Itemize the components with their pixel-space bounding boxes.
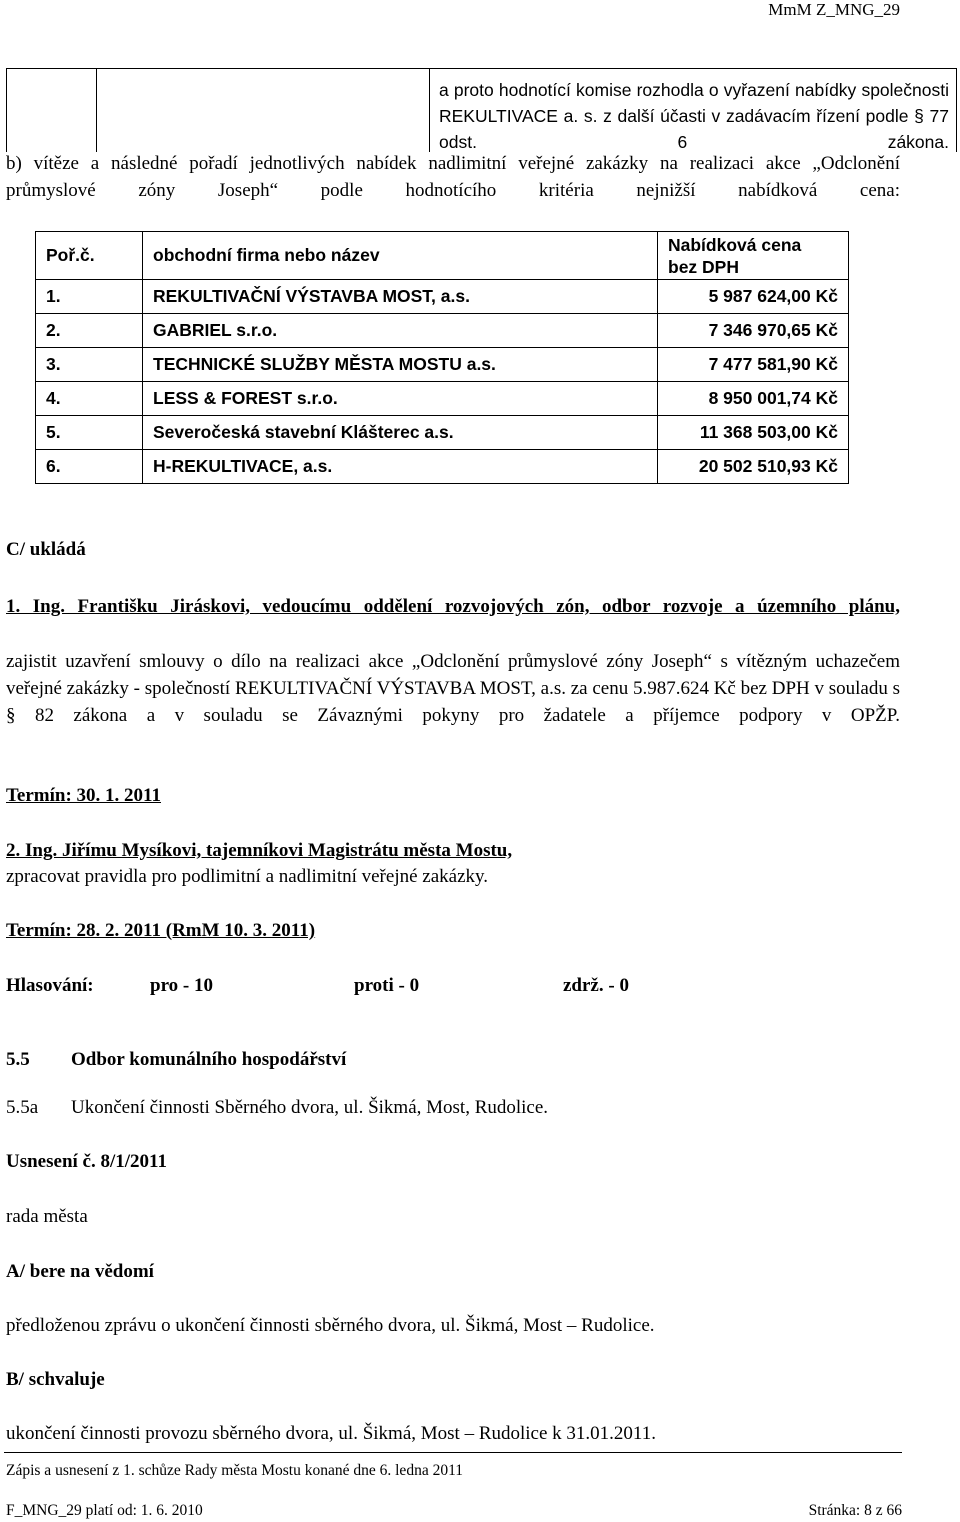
section-55-number: 5.5: [6, 1049, 30, 1070]
task-1-text: zajistit uzavření smlouvy o dílo na realizaci akce „Odclonění průmyslové zóny Joseph“ s vítězným uchazečem veřejné zakázky - společností REKULTIVAČNÍ VÝSTAVBA MOST, a.s. za cenu 5.987.624 Kč bez DPH v souladu s § 82 zákona a v souladu se Závaznými pokyny pro žadatele a příjemce podpory v OPŽP.: [6, 651, 900, 726]
row-price: 7 346 970,65 Kč: [658, 314, 849, 348]
header-order: Poř.č.: [36, 232, 143, 280]
section-c-heading: C/ ukládá: [6, 539, 86, 560]
table-row: [36, 280, 849, 314]
row-firm: LESS & FOREST s.r.o.: [143, 382, 658, 416]
deadline-2: Termín: 28. 2. 2011 (RmM 10. 3. 2011): [6, 920, 316, 941]
b-text: ukončení činnosti provozu sběrného dvora, ul. Šikmá, Most – Rudolice k 31.01.2011.: [6, 1423, 656, 1444]
assignee-2: 2. Ing. Jiřímu Mysíkovi, tajemníkovi Magistrátu města Mostu,: [6, 840, 513, 861]
vote-label: Hlasování:: [6, 975, 94, 996]
offers-table: [35, 231, 849, 484]
document-code: MmM Z_MNG_29: [768, 0, 900, 19]
row-order: 4.: [36, 382, 143, 416]
table-row: [36, 450, 849, 484]
footer-divider: [4, 1452, 902, 1453]
footer-minutes: Zápis a usnesení z 1. schůze Rady města Mostu konané dne 6. ledna 2011: [6, 1462, 463, 1479]
header-price: [658, 232, 849, 280]
a-text: předloženou zprávu o ukončení činnosti sběrného dvora, ul. Šikmá, Most – Rudolice.: [6, 1315, 655, 1336]
footer-form-code: F_MNG_29 platí od: 1. 6. 2010: [6, 1502, 203, 1519]
table-row: [36, 382, 849, 416]
row-firm: GABRIEL s.r.o.: [143, 314, 658, 348]
table-row: [36, 348, 849, 382]
table-cell-empty: [96, 69, 430, 152]
row-order: 6.: [36, 450, 143, 484]
b-heading: B/ schvaluje: [6, 1369, 105, 1390]
header-price-line2: bez DPH: [668, 256, 739, 277]
header-firm: obchodní firma nebo název: [143, 232, 658, 280]
table-header-row: [36, 232, 849, 280]
row-order: 5.: [36, 416, 143, 450]
vote-proti: proti - 0: [354, 975, 420, 996]
exclusion-text: a proto hodnotící komise rozhodla o vyřazení nabídky společnosti REKULTIVACE a. s. z další účasti v zadávacím řízení podle § 77 odst. 6 zákona.: [439, 80, 949, 152]
section-55a-title: Ukončení činnosti Sběrného dvora, ul. Šikmá, Most, Rudolice.: [71, 1097, 549, 1118]
section-55a-number: 5.5a: [6, 1097, 39, 1118]
vote-pro: pro - 10: [150, 975, 213, 996]
assignee-1: 1. Ing. Františku Jiráskovi, vedoucímu oddělení rozvojových zón, odbor rozvoje a územního plánu,: [6, 596, 900, 617]
deadline-1: Termín: 30. 1. 2011: [6, 785, 161, 806]
previous-table-fragment: [6, 68, 957, 152]
row-order: 2.: [36, 314, 143, 348]
council-label: rada města: [6, 1206, 88, 1227]
task-2-text: zpracovat pravidla pro podlimitní a nadlimitní veřejné zakázky.: [6, 866, 489, 887]
a-heading: A/ bere na vědomí: [6, 1261, 154, 1282]
vote-zdrz: zdrž. - 0: [563, 975, 629, 996]
table-row: [36, 314, 849, 348]
row-firm: REKULTIVAČNÍ VÝSTAVBA MOST, a.s.: [143, 280, 658, 314]
row-price: 20 502 510,93 Kč: [658, 450, 849, 484]
row-firm: TECHNICKÉ SLUŽBY MĚSTA MOSTU a.s.: [143, 348, 658, 382]
row-price: 7 477 581,90 Kč: [658, 348, 849, 382]
row-price: 8 950 001,74 Kč: [658, 382, 849, 416]
row-price: 11 368 503,00 Kč: [658, 416, 849, 450]
row-order: 1.: [36, 280, 143, 314]
paragraph-b: b) vítěze a následné pořadí jednotlivých nabídek nadlimitní veřejné zakázky na realizaci akce „Odclonění průmyslové zóny Joseph“ podle hodnotícího kritéria nejnižší nabídková cena:: [6, 153, 900, 201]
row-price: 5 987 624,00 Kč: [658, 280, 849, 314]
row-order: 3.: [36, 348, 143, 382]
table-row: [36, 416, 849, 450]
row-firm: H-REKULTIVACE, a.s.: [143, 450, 658, 484]
section-55-title: Odbor komunálního hospodářství: [71, 1049, 347, 1070]
resolution-title: Usnesení č. 8/1/2011: [6, 1151, 167, 1172]
header-price-line1: Nabídková cena: [668, 234, 802, 255]
footer-page-number: Stránka: 8 z 66: [808, 1502, 902, 1519]
table-cell-empty: [7, 69, 97, 152]
row-firm: Severočeská stavební Klášterec a.s.: [143, 416, 658, 450]
